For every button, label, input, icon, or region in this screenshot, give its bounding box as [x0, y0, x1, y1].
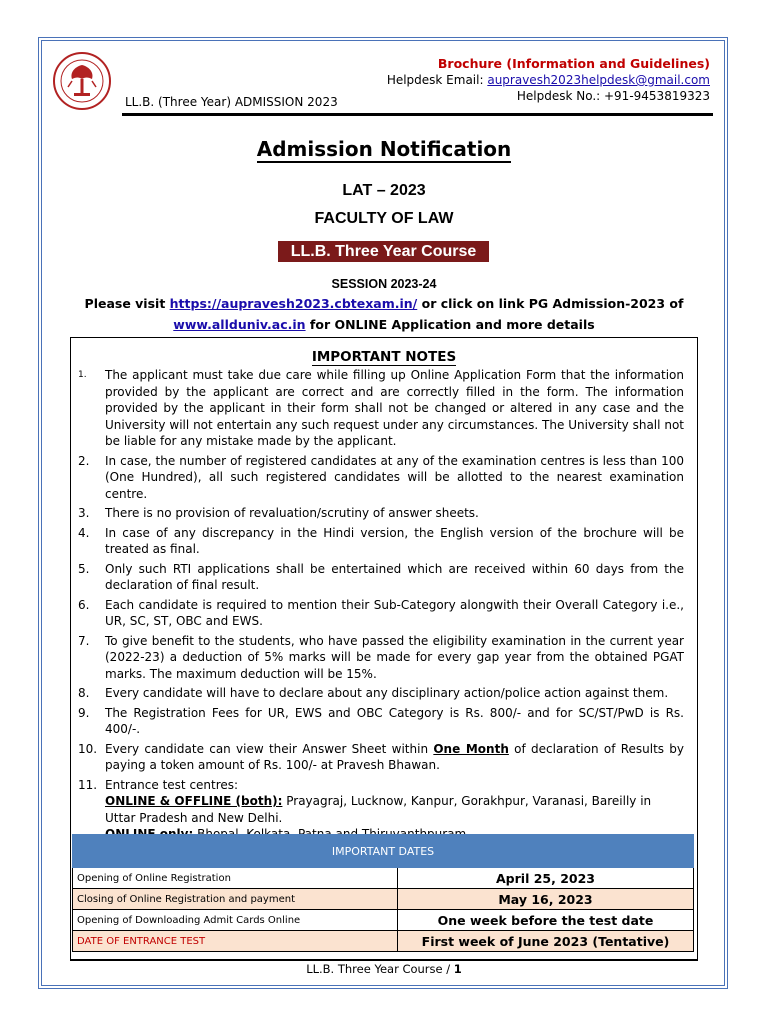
list-item: 1. The applicant must take due care while filling up Online Application Form that the information provided by the applicant are correct and are correctly filled in the form. The information provided by the applicant in their form shall not be changed or altered in any case and the University will not entertain any such request under any circumstances. The University shall not be liable for any mistake made by the applicant. — [78, 368, 684, 448]
cbt-exam-link[interactable]: https://aupravesh2023.cbtexam.in/ — [169, 296, 418, 311]
university-site-link[interactable]: www.allduniv.ac.in — [173, 317, 306, 332]
table-row: DATE OF ENTRANCE TEST First week of June 2023 (Tentative) — [73, 931, 694, 952]
list-item: 8. Every candidate will have to declare about any disciplinary action/police action against them. — [78, 686, 669, 700]
table-row: Opening of Downloading Admit Cards Online One week before the test date — [73, 910, 694, 931]
table-row: Closing of Online Registration and payment May 16, 2023 — [73, 889, 694, 910]
brochure-title: Brochure (Information and Guidelines) — [437, 56, 710, 71]
list-item: 3. There is no provision of revaluation/scrutiny of answer sheets. — [78, 506, 479, 520]
header-divider — [122, 113, 713, 116]
list-item: 4. In case of any discrepancy in the Hindi version, the English version of the brochure will be treated as final. — [78, 525, 684, 556]
list-item: 7. To give benefit to the students, who have passed the eligibility examination in the current year (2022-23) a deduction of 5% marks will be made for every gap year from the obtained PGAT marks. The maximum deduction will be 15%. — [78, 633, 684, 681]
faculty-name: FACULTY OF LAW — [314, 210, 454, 227]
university-logo-icon — [52, 51, 112, 111]
page-title: Admission Notification — [256, 137, 512, 161]
page-footer: LL.B. Three Year Course / 1 — [306, 962, 462, 976]
helpdesk-email-link[interactable]: aupravesh2023helpdesk@gmail.com — [487, 73, 710, 87]
helpdesk-email-line: Helpdesk Email: aupravesh2023helpdesk@gmail.com — [386, 73, 710, 87]
session-label: SESSION 2023-24 — [331, 277, 437, 291]
header-admission-title: LL.B. (Three Year) ADMISSION 2023 — [125, 95, 338, 109]
notes-heading: IMPORTANT NOTES — [311, 349, 457, 365]
dates-heading: IMPORTANT DATES — [73, 835, 694, 868]
exam-name: LAT – 2023 — [342, 182, 426, 199]
notes-list — [78, 367, 684, 846]
list-item: 6. Each candidate is required to mention their Sub-Category alongwith their Overall Category i.e., UR, SC, ST, OBC and EWS. — [78, 597, 684, 628]
list-item: 5. Only such RTI applications shall be entertained which are received within 60 days from the declaration of final result. — [78, 561, 684, 592]
footer-divider — [70, 960, 698, 961]
table-row: Opening of Online Registration April 25, 2023 — [73, 868, 694, 889]
visit-instructions: Please visit https://aupravesh2023.cbtexam.in/ or click on link PG Admission-2023 of www.allduniv.ac.in for ONLINE Application and more details — [84, 296, 684, 332]
list-item: 2. In case, the number of registered candidates at any of the examination centres is less than 100 (One Hundred), all such registered candidates will be allotted to the nearest examination centre. — [78, 453, 684, 501]
important-dates-table — [72, 834, 694, 952]
list-item: 9. The Registration Fees for UR, EWS and OBC Category is Rs. 800/- and for SC/ST/PwD is Rs. 400/-. — [78, 705, 684, 736]
header-contact — [387, 56, 710, 104]
list-item: 11. Entrance test centres: ONLINE & OFFLINE (both): Prayagraj, Lucknow, Kanpur, Gorakhpur, Varanasi, Bareilly in Uttar Pradesh and New Delhi. — [78, 777, 652, 825]
list-item: 10. Every candidate can view their Answer Sheet within One Month of declaration of Results by paying a token amount of Rs. 100/- at Pravesh Bhawan. — [78, 741, 685, 772]
course-badge: LL.B. Three Year Course — [278, 241, 489, 262]
helpdesk-number: Helpdesk No.: +91-9453819323 — [516, 89, 710, 103]
